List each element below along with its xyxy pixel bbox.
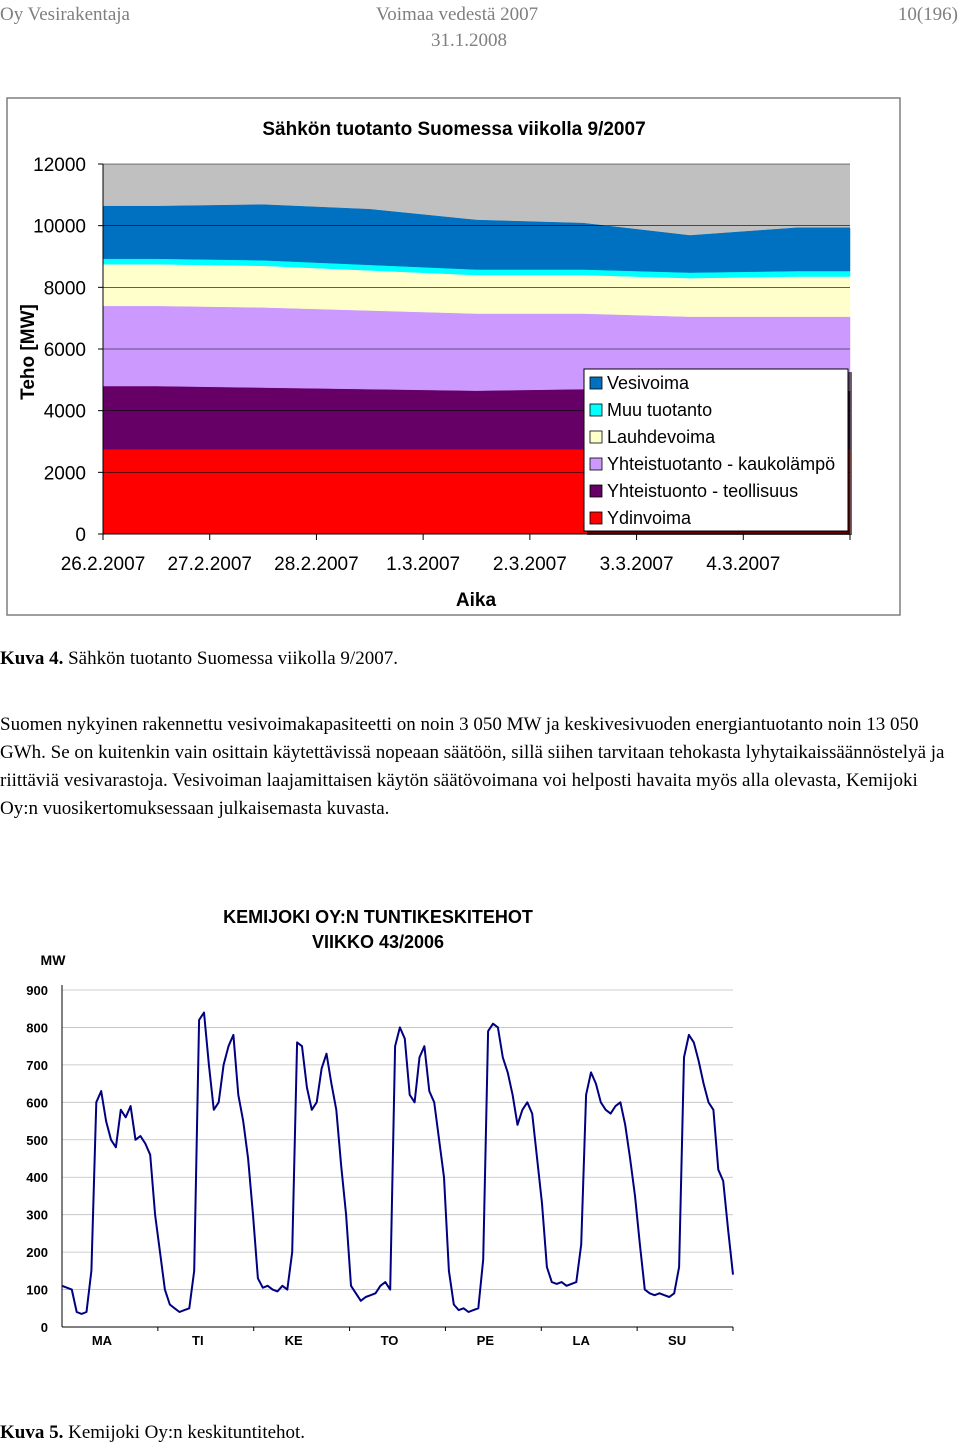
chart2-y-tick-label: 200 xyxy=(26,1245,48,1261)
chart2-y-tick-label: 0 xyxy=(40,1320,48,1335)
body-paragraph-block xyxy=(0,711,956,823)
chart2-y-tick-label: 900 xyxy=(26,983,48,998)
figure4-caption-text: Sähkön tuotanto Suomessa viikolla 9/2007. xyxy=(63,648,398,669)
chart2-x-tick-label: KE xyxy=(284,1333,303,1348)
chart1-y-axis-label: Teho [MW] xyxy=(18,304,39,400)
chart1-legend-swatch xyxy=(590,512,602,524)
chart1-y-tick-label: 4000 xyxy=(43,401,86,423)
chart2-y-tick-label: 700 xyxy=(26,1057,48,1073)
chart1-legend-label: Vesivoima xyxy=(607,373,690,393)
chart1-legend-swatch xyxy=(590,377,602,389)
header-publisher: Oy Vesirakentaja xyxy=(0,4,130,25)
chart1-legend-label: Yhteistuonto - teollisuus xyxy=(607,481,799,501)
chart1-x-tick-label: 1.3.2007 xyxy=(386,554,461,575)
chart1-legend xyxy=(584,369,852,535)
chart2-x-tick-label: TO xyxy=(380,1333,399,1348)
chart1-legend-label: Muu tuotanto xyxy=(607,400,713,420)
chart2-x-tick-label: MA xyxy=(91,1333,113,1348)
chart1-legend-label: Ydinvoima xyxy=(607,508,692,528)
chart1-x-axis-label: Aika xyxy=(455,590,497,611)
header-date: 31.1.2008 xyxy=(431,30,507,51)
figure5-caption-text: Kemijoki Oy:n keskituntitehot. xyxy=(63,1422,306,1443)
chart2-x-tick-label: TI xyxy=(192,1333,204,1348)
chart1-legend-label: Lauhdevoima xyxy=(607,427,716,447)
chart1-x-tick-label: 28.2.2007 xyxy=(274,554,359,575)
chart1-x-tick-label: 2.3.2007 xyxy=(492,554,567,575)
chart2-y-tick-label: 500 xyxy=(26,1132,48,1148)
chart1-legend-swatch xyxy=(590,431,602,443)
chart2-subtitle: VIIKKO 43/2006 xyxy=(311,932,445,952)
kemijoki-chart xyxy=(0,895,760,1360)
production-chart xyxy=(0,90,904,620)
chart1-y-tick-label: 12000 xyxy=(33,155,86,176)
chart2-y-tick-label: 400 xyxy=(26,1170,48,1186)
figure5-caption xyxy=(0,1422,305,1444)
chart1-y-tick-label: 0 xyxy=(75,525,86,546)
chart1-legend-label: Yhteistuotanto - kaukolämpö xyxy=(607,454,836,474)
chart1-y-tick-label: 8000 xyxy=(43,278,86,300)
chart2-line-series xyxy=(62,1013,733,1314)
chart2-title: KEMIJOKI OY:N TUNTIKESKITEHOT xyxy=(223,907,533,927)
figure4-caption xyxy=(0,648,398,670)
chart2-y-tick-label: 100 xyxy=(26,1282,48,1298)
chart2-y-tick-label: 300 xyxy=(26,1207,48,1223)
chart1-legend-swatch xyxy=(590,458,602,470)
chart2-x-tick-label: LA xyxy=(572,1333,590,1348)
body-paragraph: Suomen nykyinen rakennettu vesivoimakapasiteetti on noin 3 050 MW ja keskivesivuoden energiantuotanto noin 13 050 GWh. Se on kuitenkin vain osittain käytettävissä nopeaan säätöön, sillä siihen tarvitaan tehokasta lyhytaikaissäännöstelyä ja riittäviä vesivarastoja. Vesivoiman laajamittaisen käytön säätövoimana voi helposti havaita myös alla olevasta, Kemijoki Oy:n vuosikertomuksessaan julkaisemasta kuvasta. xyxy=(0,714,945,819)
chart2-y-ticks xyxy=(26,983,48,1335)
chart1-x-tick-label: 3.3.2007 xyxy=(599,554,674,575)
header-page-number: 10(196) xyxy=(897,4,958,25)
chart2-x-ticks xyxy=(92,1327,733,1348)
chart1-x-tick-label: 26.2.2007 xyxy=(60,554,146,575)
chart2-y-tick-label: 600 xyxy=(26,1095,48,1111)
chart2-series xyxy=(62,1013,733,1314)
chart1-y-tick-label: 6000 xyxy=(43,340,86,361)
figure4-label: Kuva 4. xyxy=(0,648,64,669)
chart2-y-tick-label: 800 xyxy=(26,1020,48,1036)
header-document-title: Voimaa vedestä 2007 xyxy=(376,4,539,25)
chart1-y-tick-label: 10000 xyxy=(33,216,86,238)
chart2-x-tick-label: PE xyxy=(476,1333,495,1348)
chart1-y-tick-label: 2000 xyxy=(43,463,86,485)
chart2-y-axis-label: MW xyxy=(40,952,66,968)
chart1-legend-swatch xyxy=(590,404,602,416)
figure5-label: Kuva 5. xyxy=(0,1422,64,1443)
chart1-legend-swatch xyxy=(590,485,602,497)
chart1-x-tick-label: 27.2.2007 xyxy=(167,554,252,575)
chart2-x-tick-label: SU xyxy=(668,1333,687,1348)
chart1-x-tick-label: 4.3.2007 xyxy=(706,554,781,575)
chart1-title: Sähkön tuotanto Suomessa viikolla 9/2007 xyxy=(262,119,646,140)
